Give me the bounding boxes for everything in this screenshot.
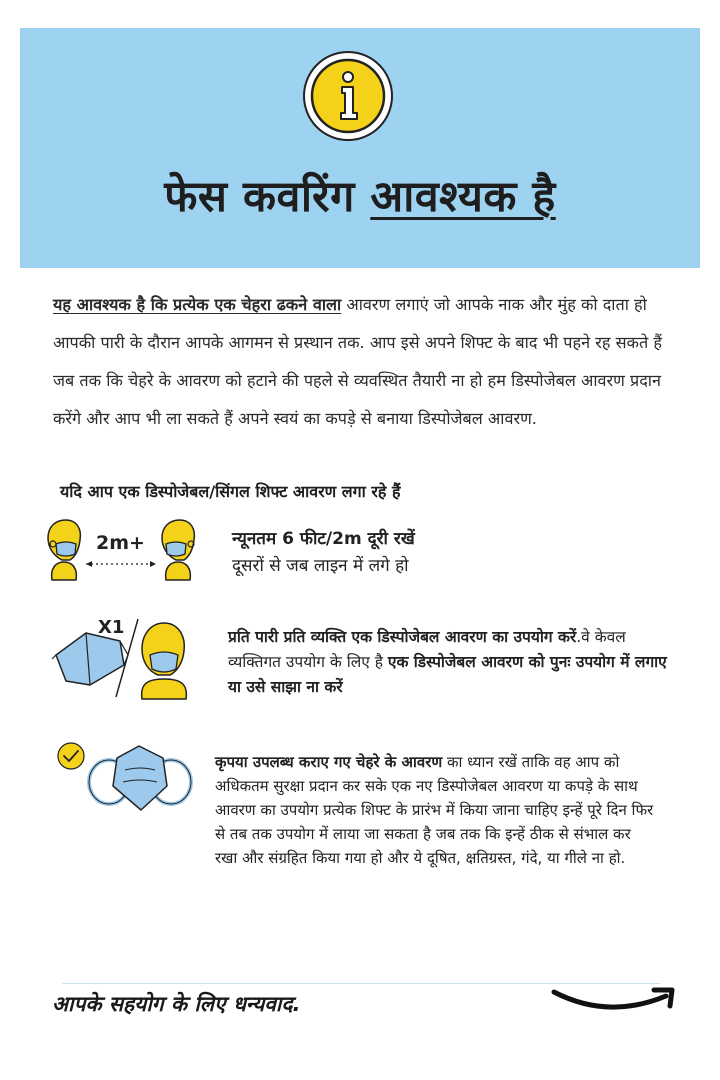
quantity-label: X1 [98,617,125,638]
distance-label: 2m+ [96,532,145,554]
intro-paragraph [53,286,673,438]
title-part-2: आवश्यक है [370,172,556,222]
item-2-bold-2: एक डिस्पोजेबल आवरण को पुनः उपयोग में लगाए या उसे साझा ना करें [228,653,667,696]
item-1-text [232,526,672,580]
item-2-bold-1: प्रति पारी प्रति व्यक्ति एक डिस्पोजेबल आवरण का उपयोग करें [228,628,577,646]
section-subheading: यदि आप एक डिस्पोजेबल/सिंगल शिफ्ट आवरण लगा रहे हैं [60,482,401,501]
item-3-text [215,750,655,870]
intro-body: आवरण लगाएं जो आपके नाक और मुंह को दाता हो आपकी पारी के दौरान आपके आगमन से प्रस्थान तक. आप इसे अपने शिफ्ट के बाद भी पहने रह सकते हैं जब तक कि चेहरे के आवरण को हटाने की पहले से व्यवस्थित तैयारी ना हो हम डिस्पोजेबल आवरण प्रदान करेंगे और आप भी ला सकते हैं अपने स्वयं का कपड़े से बनाया डिस्पोजेबल आवरण. [53,295,662,428]
mask-check-icon [55,740,195,820]
item-1-bold: न्यूनतम 6 फीट/2m दूरी रखें [232,529,415,549]
title-part-1: फेस कवरिंग [164,172,355,222]
smile-arrow-logo [548,982,683,1026]
info-icon [303,51,393,141]
intro-lead: यह आवश्यक है कि प्रत्येक एक चेहरा ढकने वाला [53,295,342,314]
item-2-text [228,625,668,700]
item-2-normal: .वे केवल व्यक्तिगत उपयोग के लिए है [228,628,626,671]
disposable-mask-icon [50,615,200,705]
item-3-bold: कृपया उपलब्ध कराए गए चेहरे के आवरण [215,753,443,771]
social-distance-icon [42,518,202,588]
item-1-normal: दूसरों से जब लाइन में लगे हो [232,556,409,576]
item-3-normal: का ध्यान रखें ताकि वह आप को अधिकतम सुरक्षा प्रदान कर सके एक नए डिस्पोजेबल आवरण या कपड़े के साथ आवरण का उपयोग प्रत्येक शिफ्ट के प्रारंभ में किया जाना चाहिए इन्हें पूरे दिन फिर से तब तक उपयोग में लाया जा सकता है जब तक कि इन्हें ठीक से संभाल कर रखा और संग्रहित किया गया हो और ये दूषित, क्षतिग्रस्त, गंदे, या गीले ना हो. [215,753,654,867]
thank-you-text: आपके सहयोग के लिए धन्यवाद. [52,992,301,1016]
page-title [20,165,700,224]
